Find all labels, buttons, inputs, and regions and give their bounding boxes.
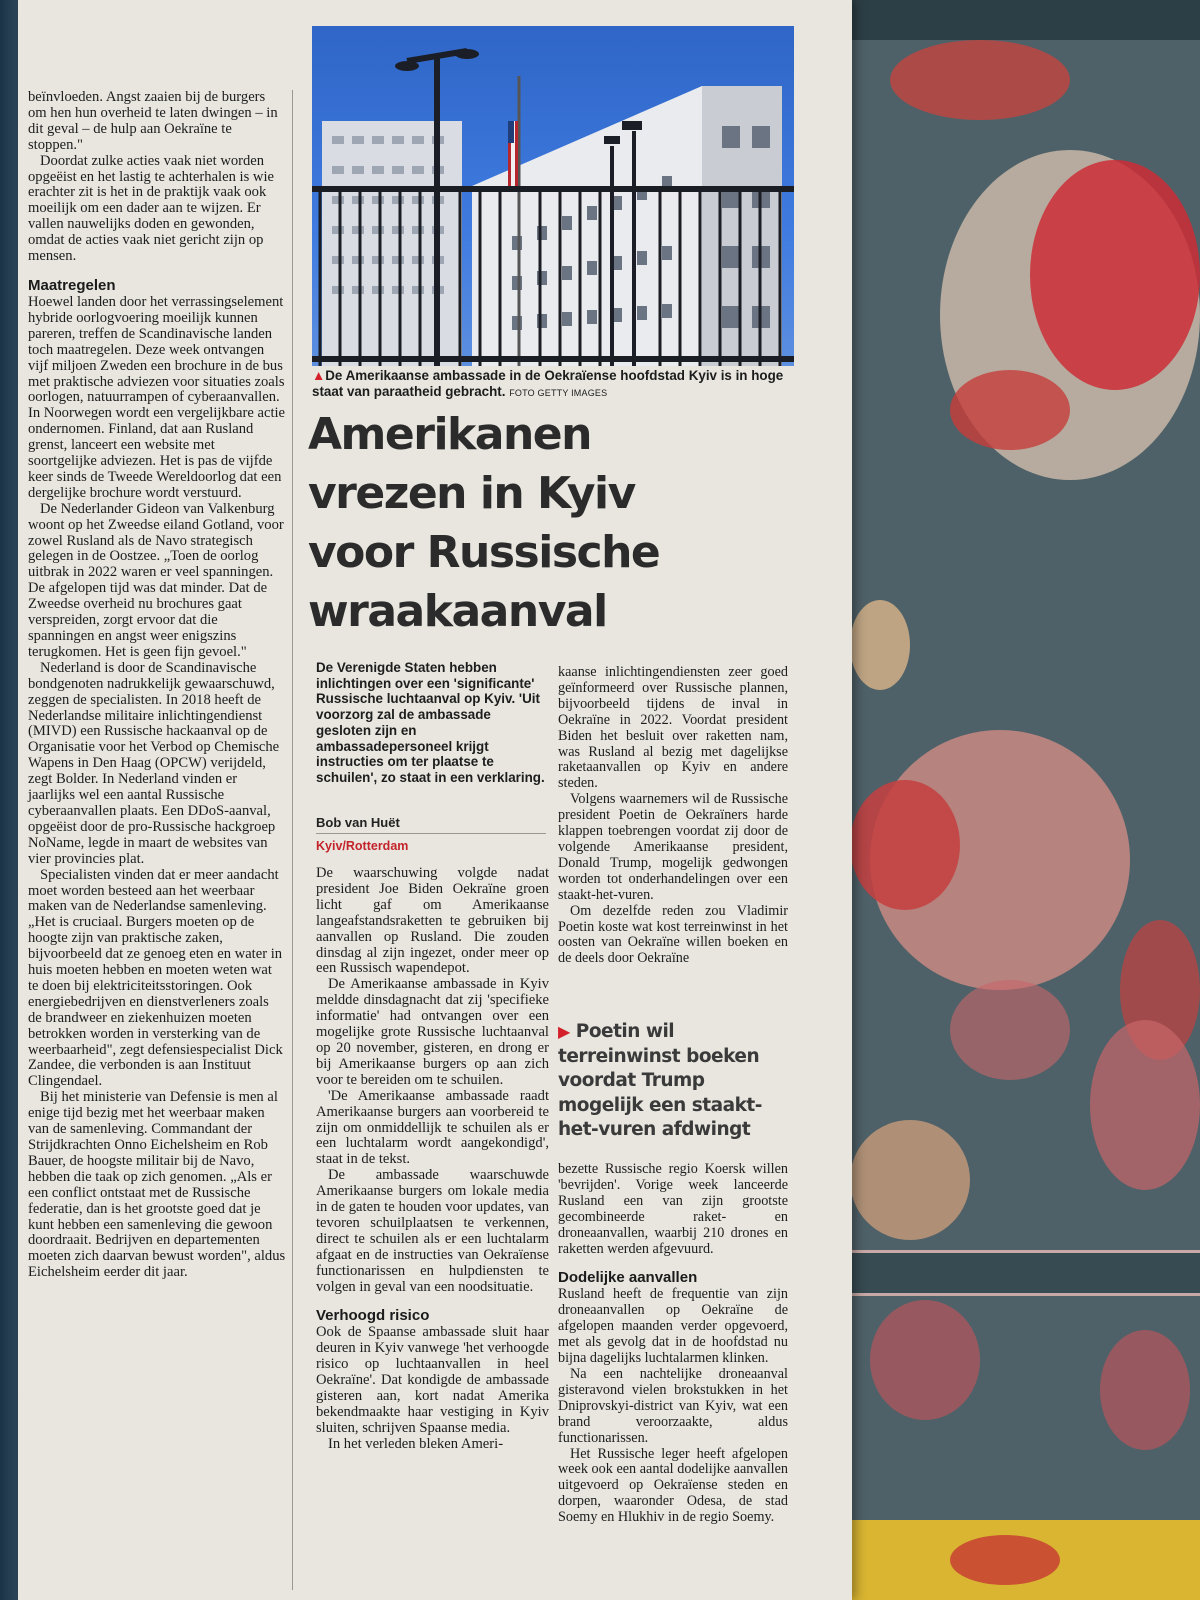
- background-edge: [0, 0, 20, 1600]
- side-subhead: Maatregelen: [28, 276, 116, 294]
- article-body-column-1: [316, 866, 549, 1453]
- article-body-column-2-top: [558, 665, 788, 967]
- article-paragraph: kaanse inlichtingendiensten zeer goed geïnformeerd over Russische plannen, bijvoorbeeld tijdens de inval in Oekraïne in 2022. Voordat president Biden het besluit over raketten nam, was Rusland al bezig met dagelijkse raketaanvallen op Kyiv en andere steden.: [558, 664, 788, 792]
- embassy-photo: [312, 26, 794, 366]
- article-paragraph: Na een nachtelijke droneaanval gisteravond vielen brokstukken in het Dniprovskyi-district van Kyiv, wat een brand veroorzaakte, aldus functionarissen.: [558, 1365, 788, 1446]
- background-fabric: [850, 0, 1200, 1600]
- article-paragraph: Om dezelfde reden zou Vladimir Poetin koste wat kost terreinwinst in het oosten van Oekraïne willen boeken en de deels door Oekraïne: [558, 902, 788, 967]
- photo-credit: FOTO GETTY IMAGES: [509, 388, 608, 398]
- article-paragraph: Ook de Spaanse ambassade sluit haar deuren in Kyiv vanwege 'het verhoogde risico op luchtaanvallen in heel Oekraïne'. Dat kondigde de ambassade gisteren aan, kort nadat Amerika bekendmaakte haar vestiging in Kyiv sluiten, schrijven Spaanse media.: [316, 1324, 549, 1436]
- side-paragraph: Hoewel landen door het verrassingselement hybride oorlogvoering moeilijk kunnen pareren, treffen de Scandinavische landen toch maatregelen. Deze week ontvangen vijf miljoen Zweden een brochure in de bus met praktische adviezen voor situaties zoals oorlogen, natuurrampen of cyberaanvallen. In Noorwegen wordt een vergelijkbare actie ondernomen. Finland, dat aan Rusland grenst, lanceert een website met soortgelijke adviezen. Het is pas de vijfde keer sinds de Tweede Wereldoorlog dat een dergelijke brochure wordt verstuurd.: [28, 293, 286, 501]
- pull-quote-text: Poetin wil terreinwinst boeken voordat Trump mogelijk een staakt-het-vuren afdwingt: [558, 1021, 762, 1140]
- article-paragraph: Het Russische leger heeft afgelopen week ook een aantal dodelijke aanvallen uitgevoerd op Oekraïense steden en dorpen, waaronder Odesa, de stad Soemy en Hlukhiv in de regio Soemy.: [558, 1445, 788, 1526]
- article-paragraph: De waarschuwing volgde nadat president Joe Biden Oekraïne groen licht gaf om Amerikaanse langeafstandsraketten te gebruiken bij aanvallen op Rusland. Die zouden dinsdag al zijn ingezet, onder meer op een Russisch wapendepot.: [316, 865, 549, 977]
- headline-line: wraakaanval: [308, 586, 607, 637]
- side-paragraph: Doordat zulke acties vaak niet worden opgeëist en het lastig te achterhalen is wie erachter zit is het in de praktijk vaak ook moeilijk om een dader aan te wijzen. Er vallen nauwelijks doden en gewonden, omdat de acties vaak niet gericht zijn op mensen.: [28, 152, 274, 265]
- headline-line: vrezen in Kyiv: [308, 468, 635, 519]
- article-paragraph: bezette Russische regio Koersk willen 'bevrijden'. Vorige week lanceerde Rusland een van zijn grootste gecombineerde raket- en droneaanvallen, waarbij 210 drones en raketten werden afgevuurd.: [558, 1161, 788, 1257]
- newspaper-page: [18, 0, 852, 1600]
- dateline: Kyiv/Rotterdam: [316, 839, 409, 853]
- side-article: [28, 90, 293, 1590]
- side-paragraph: Nederland is door de Scandinavische bondgenoten nadrukkelijk gewaarschuwd, zeggen de specialisten. In 2018 heeft de Nederlandse militaire inlichtingendienst (MIVD) een Russische hackaanval op de Organisatie voor het Verbod op Chemische Wapens in Den Haag (OPCW) verijdeld, zegt Bolder. In Nederland vinden er jaarlijks wel een aantal Russische cyberaanvallen plaats. Een DDoS-aanval, opgeëist door de pro-Russische hackgroep NoName, legde in maart de websites van vier provincies plat.: [28, 659, 280, 867]
- pull-quote: [558, 1020, 793, 1143]
- article-paragraph: Rusland heeft de frequentie van zijn droneaanvallen op Oekraïne de afgelopen maanden verder opgevoerd, met als gevolg dat in de hoofdstad nu bijna dagelijks luchtalarmen klinken.: [558, 1286, 788, 1367]
- photo-caption: [312, 368, 798, 401]
- article-body-column-2-bottom: [558, 1162, 788, 1526]
- subhead-deadly: Dodelijke aanvallen: [558, 1269, 698, 1287]
- headline-line: Amerikanen: [308, 409, 591, 460]
- article-paragraph: 'De Amerikaanse ambassade raadt Amerikaanse burgers aan voorbereid te zijn om onmiddellijk te schuilen als er een luchtalarm wordt aangekondigd', staat in de tekst.: [316, 1087, 549, 1168]
- headline: [308, 405, 808, 641]
- side-paragraph: Bij het ministerie van Defensie is men al enige tijd bezig met het weerbaar maken van de samenleving. Commandant der Strijdkrachten Onno Eichelsheim en Rob Bauer, de hoogste militair bij de Navo, hebben die taak op zich genomen. „Als er een conflict ontstaat met de Russische federatie, dan is het grootste goed dat je kunt hebben een samenleving die gewoon doordraait. Bedrijven en departementen moeten zich daarvan bewust worden", aldus Eichelsheim eerder dit jaar.: [28, 1089, 286, 1281]
- article-paragraph: De Amerikaanse ambassade in Kyiv meldde dinsdagnacht dat zij 'specifieke informatie' had ontvangen over een mogelijke grote Russische luchtaanval op 20 november, gisteren, en drong er bij Amerikaanse burgers op aan zich voor te bereiden om te schuilen.: [316, 976, 549, 1088]
- author-byline: Bob van Huët: [316, 815, 546, 834]
- article-paragraph: In het verleden bleken Ameri-: [328, 1435, 504, 1452]
- pullquote-marker-icon: ▶: [558, 1022, 570, 1041]
- embassy-photo-illustration: [312, 26, 794, 366]
- article-lead: De Verenigde Staten hebben inlichtingen over een 'significante' Russische luchtaanval op Kyiv. 'Uit voorzorg zal de ambassade gesloten zijn en ambassadepersoneel krijgt instructies om ter plaatse te schuilen', zo staat in een verklaring.: [316, 660, 545, 785]
- headline-line: voor Russische: [308, 527, 660, 578]
- caption-text: De Amerikaanse ambassade in de Oekraïense hoofdstad Kyiv is in hoge staat van paraatheid gebracht.: [312, 368, 784, 399]
- subhead-risk: Verhoogd risico: [316, 1307, 430, 1325]
- article-paragraph: De ambassade waarschuwde Amerikaanse burgers om lokale media in de gaten te houden voor updates, van tevoren schuilplaatsen te verkennen, direct te schuilen als er een luchtalarm afgaat en de instructies van Oekraïense functionarissen en hulpdiensten te volgen in geval van een noodsituatie.: [316, 1167, 549, 1295]
- side-paragraph: beïnvloeden. Angst zaaien bij de burgers om hen hun overheid te laten dwingen – in dit geval – de hulp aan Oekraïne te stoppen.": [28, 89, 278, 153]
- article-paragraph: Volgens waarnemers wil de Russische president Poetin de Oekraïners harde klappen toebrengen voordat zij door de volgende Amerikaanse president, Donald Trump, mogelijk gedwongen worden tot onderhandelingen over een staakt-het-vuren.: [558, 791, 788, 903]
- side-paragraph: Specialisten vinden dat er meer aandacht moet worden besteed aan het weerbaar maken van de Nederlandse samenleving. „Het is cruciaal. Burgers moeten op de hoogte zijn van praktische zaken, bijvoorbeeld dat ze genoeg eten en water in huis moeten hebben en moeten weten wat te doen bij elektriciteitsstoringen. Ook energiebedrijven en dienstverleners zoals de brandweer en ziekenhuizen moeten betrokken worden in versterking van de weerbaarheid", zegt defensiespecialist Dick Zandee, die verbonden is aan Instituut Clingendael.: [28, 866, 283, 1090]
- caption-triangle-icon: ▲: [312, 368, 326, 383]
- side-paragraph: De Nederlander Gideon van Valkenburg woont op het Zweedse eiland Gotland, voor zowel Rusland als de Navo strategisch gelegen in de Oostzee. „Toen de oorlog uitbrak in 2022 waren er veel spanningen. De afgelopen tijd was dat minder. Dat de Zweedse overheid nu brochures gaat verspreiden, zorgt ervoor dat die spanningen en angst weer enigszins terugkomen. Het is geen fijn gevoel.": [28, 500, 284, 660]
